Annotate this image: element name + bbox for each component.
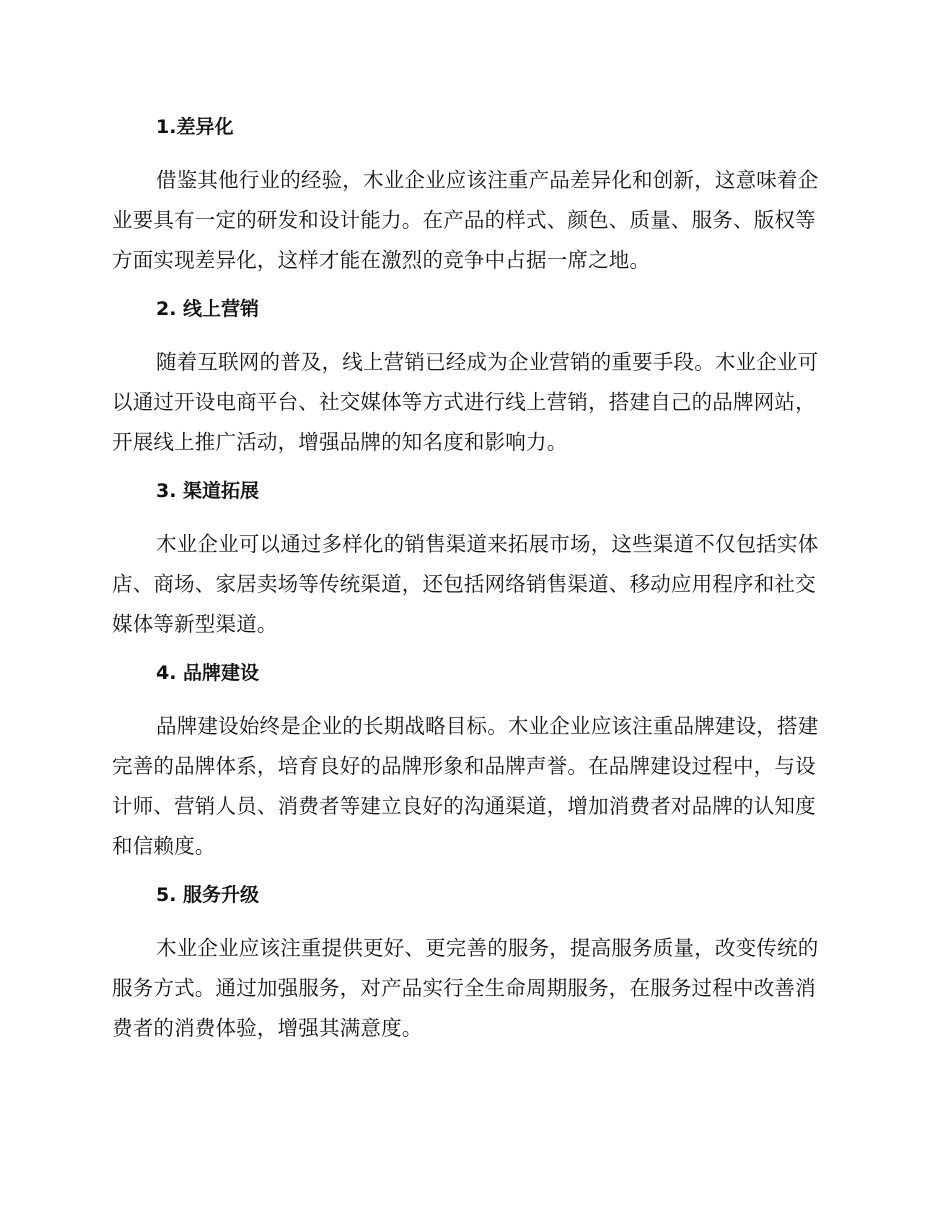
section-channel-expansion <box>112 474 830 644</box>
section-paragraph: 品牌建设始终是企业的长期战略目标。木业企业应该注重品牌建设，搭建完善的品牌体系，培育良好的品牌形象和品牌声誉。在品牌建设过程中，与设计师、营销人员、消费者等建立良好的沟通渠道，增加消费者对品牌的认知度和信赖度。 <box>112 714 819 858</box>
section-title: 5. 服务升级 <box>156 884 260 906</box>
section-title: 3. 渠道拓展 <box>156 480 260 502</box>
section-differentiation <box>112 110 830 280</box>
section-paragraph: 木业企业应该注重提供更好、更完善的服务，提高服务质量，改变传统的服务方式。通过加强服务，对产品实行全生命周期服务，在服务过程中改善消费者的消费体验，增强其满意度。 <box>112 936 819 1040</box>
section-paragraph: 木业企业可以通过多样化的销售渠道来拓展市场，这些渠道不仅包括实体店、商场、家居卖场等传统渠道，还包括网络销售渠道、移动应用程序和社交媒体等新型渠道。 <box>112 532 819 636</box>
section-brand-building <box>112 656 830 866</box>
section-paragraph: 借鉴其他行业的经验，木业企业应该注重产品差异化和创新，这意味着企业要具有一定的研发和设计能力。在产品的样式、颜色、质量、服务、版权等方面实现差异化，这样才能在激烈的竞争中占据一席之地。 <box>112 168 819 272</box>
section-title: 1.差异化 <box>156 116 234 138</box>
section-online-marketing <box>112 292 830 462</box>
document-content <box>112 110 830 1060</box>
section-paragraph: 随着互联网的普及，线上营销已经成为企业营销的重要手段。木业企业可以通过开设电商平台、社交媒体等方式进行线上营销，搭建自己的品牌网站，开展线上推广活动，增强品牌的知名度和影响力。 <box>112 350 819 454</box>
section-title: 2. 线上营销 <box>156 298 260 320</box>
section-title: 4. 品牌建设 <box>156 662 260 684</box>
section-service-upgrade <box>112 878 830 1048</box>
